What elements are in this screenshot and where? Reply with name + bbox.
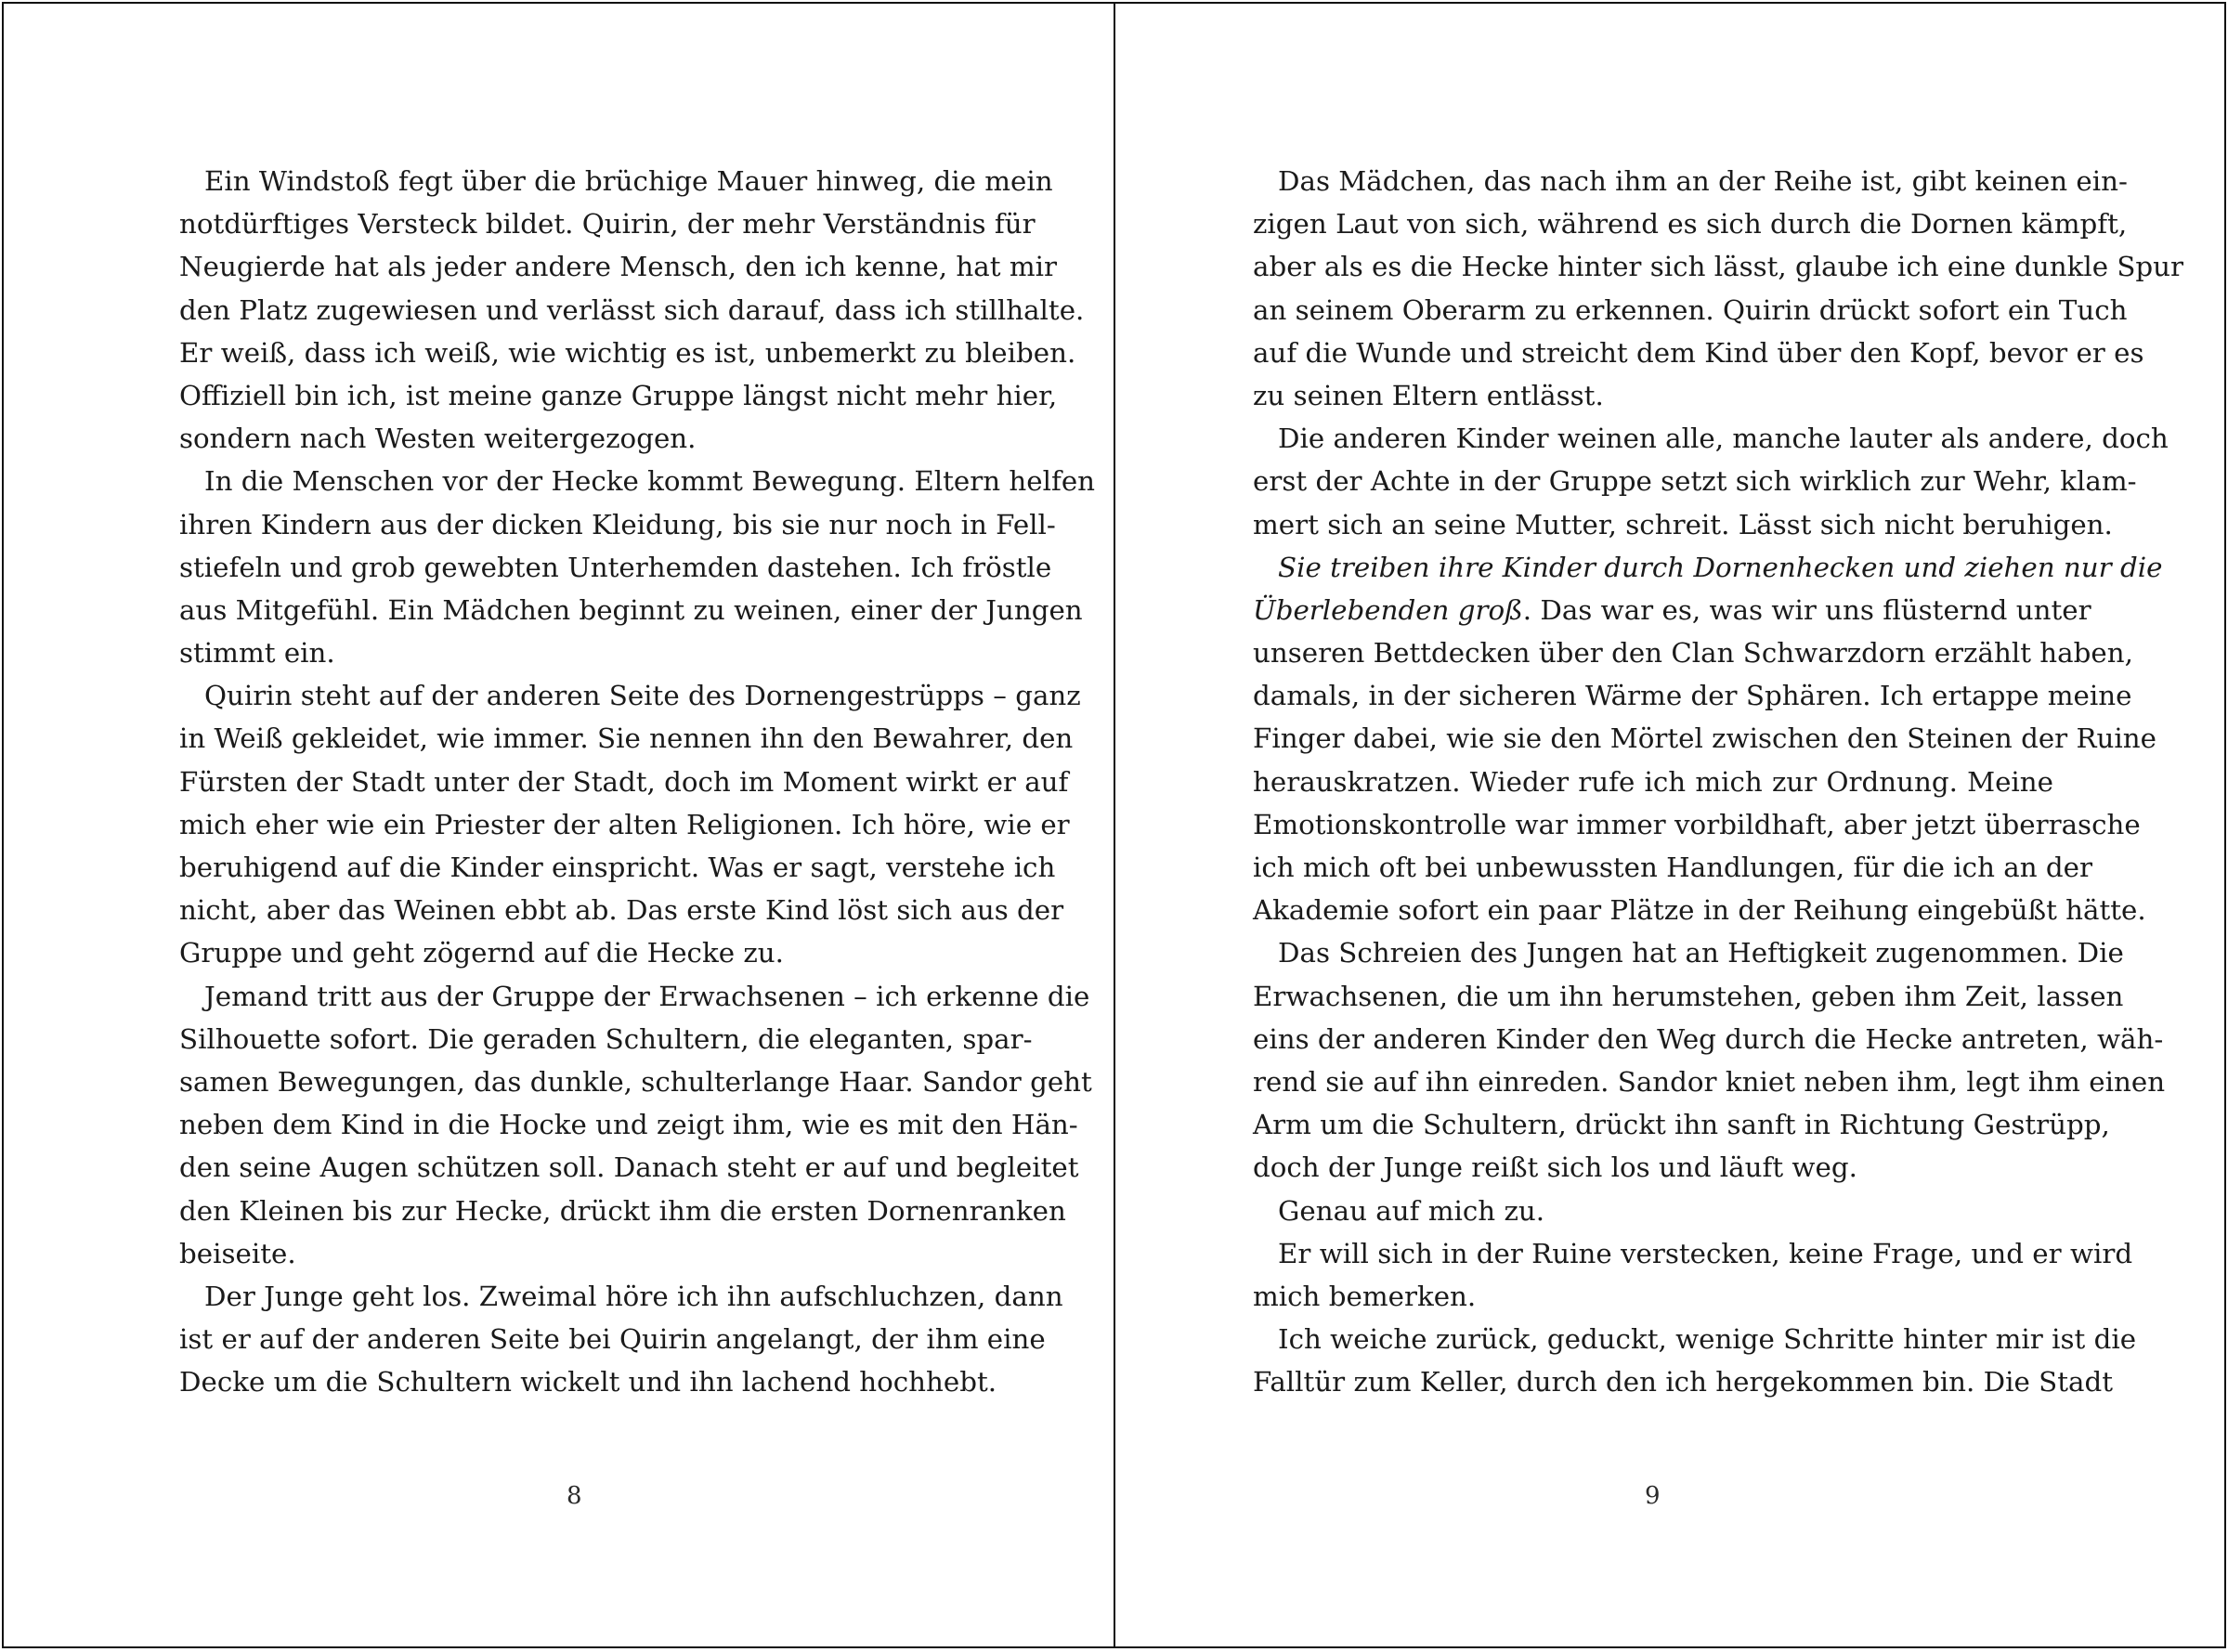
text-line: den seine Augen schützen soll. Danach steht er auf und begleitet [179, 1151, 1079, 1184]
italic-text-line: Sie treiben ihre Kinder durch Dornenhecken und ziehen nur die [1278, 551, 2163, 583]
text-line: Quirin steht auf der anderen Seite des Dornengestrüpps – ganz [204, 680, 1081, 712]
right-page-text [1253, 160, 2184, 1403]
text-line: Jemand tritt aus der Gruppe der Erwachsenen – ich erkenne die [204, 980, 1090, 1012]
page-number: 8 [567, 1482, 582, 1510]
text-line: zigen Laut von sich, während es sich durch die Dornen kämpft, [1253, 208, 2128, 241]
text-line: notdürftiges Versteck bildet. Quirin, der mehr Verständnis für [179, 208, 1036, 241]
text-line: den Platz zugewiesen und verlässt sich darauf, dass ich stillhalte. [179, 293, 1085, 326]
text-line: zu seinen Eltern entlässt. [1253, 379, 1604, 411]
paragraph [1253, 546, 2163, 932]
text-line: Arm um die Schultern, drückt ihn sanft in Richtung Gestrüpp, [1253, 1109, 2110, 1141]
text-line: nicht, aber das Weinen ebbt ab. Das erste Kind löst sich aus der [179, 894, 1064, 927]
paragraph [1253, 1318, 2137, 1403]
text-line: Ich weiche zurück, geduckt, wenige Schritte hinter mir ist die [1278, 1323, 2137, 1356]
text-line: sondern nach Westen weitergezogen. [179, 423, 697, 455]
text-span: . Das war es, was wir uns flüsternd unter [1522, 593, 2091, 626]
text-line: eins der anderen Kinder den Weg durch die Hecke antreten, wäh- [1253, 1022, 2164, 1055]
text-line [1253, 589, 2091, 631]
text-line: Gruppe und geht zögernd auf die Hecke zu. [179, 937, 784, 969]
text-line: rend sie auf ihn einreden. Sandor kniet neben ihm, legt ihm einen [1253, 1065, 2166, 1098]
text-line: Er weiß, dass ich weiß, wie wichtig es ist, unbemerkt zu bleiben. [179, 336, 1076, 369]
paragraph [179, 674, 1081, 974]
right-page [1114, 2, 2226, 1648]
text-line: Akademie sofort ein paar Plätze in der Reihung eingebüßt hätte. [1253, 894, 2146, 927]
text-line: Genau auf mich zu. [1278, 1194, 1545, 1227]
text-line: doch der Junge reißt sich los und läuft weg. [1253, 1151, 1857, 1184]
text-line: Decke um die Schultern wickelt und ihn lachend hochhebt. [179, 1366, 997, 1398]
text-line: aber als es die Hecke hinter sich lässt, glaube ich eine dunkle Spur [1253, 251, 2184, 283]
text-line: auf die Wunde und streicht dem Kind über den Kopf, bevor er es [1253, 336, 2144, 369]
paragraph [1253, 931, 2166, 1189]
text-line: aus Mitgefühl. Ein Mädchen beginnt zu weinen, einer der Jungen [179, 593, 1083, 626]
text-line: Das Schreien des Jungen hat an Heftigkeit zugenommen. Die [1278, 937, 2124, 969]
text-line: Falltür zum Keller, durch den ich hergekommen bin. Die Stadt [1253, 1366, 2114, 1398]
paragraph [179, 975, 1092, 1275]
italic-text: Überlebenden groß [1253, 593, 1523, 626]
text-line: Silhouette sofort. Die geraden Schultern, die eleganten, spar- [179, 1022, 1033, 1055]
text-line: ist er auf der anderen Seite bei Quirin angelangt, der ihm eine [179, 1323, 1046, 1356]
text-line: Finger dabei, wie sie den Mörtel zwischen den Steinen der Ruine [1253, 722, 2156, 755]
paragraph [1253, 1190, 2053, 1232]
text-line: Emotionskontrolle war immer vorbildhaft, aber jetzt überrasche [1253, 808, 2141, 840]
text-line: herauskratzen. Wieder rufe ich mich zur Ordnung. Meine [1253, 765, 2053, 798]
text-line: mich eher wie ein Priester der alten Religionen. Ich höre, wie er [179, 808, 1070, 840]
text-line: beruhigend auf die Kinder einspricht. Was er sagt, verstehe ich [179, 852, 1056, 883]
text-line: Er will sich in der Ruine verstecken, keine Frage, und er wird [1278, 1237, 2133, 1269]
page-number: 9 [1645, 1482, 1661, 1510]
text-line: Offiziell bin ich, ist meine ganze Gruppe längst nicht mehr hier, [179, 379, 1058, 411]
left-page-text [179, 160, 1096, 1403]
text-line: ihren Kindern aus der dicken Kleidung, bis sie nur noch in Fell- [179, 508, 1056, 540]
paragraph [1253, 417, 2169, 546]
text-line: mert sich an seine Mutter, schreit. Lässt sich nicht beruhigen. [1253, 508, 2113, 540]
text-line: mich bemerken. [1253, 1280, 1477, 1312]
text-line: Ein Windstoß fegt über die brüchige Mauer hinweg, die mein [204, 165, 1053, 197]
text-line: samen Bewegungen, das dunkle, schulterlange Haar. Sandor geht [179, 1065, 1092, 1098]
text-line: damals, in der sicheren Wärme der Sphären. Ich ertappe meine [1253, 680, 2132, 712]
text-line: Erwachsenen, die um ihn herumstehen, geben ihm Zeit, lassen [1253, 980, 2124, 1012]
text-line: Die anderen Kinder weinen alle, manche lauter als andere, doch [1278, 423, 2169, 455]
text-line: Fürsten der Stadt unter der Stadt, doch im Moment wirkt er auf [179, 765, 1069, 798]
text-line: unseren Bettdecken über den Clan Schwarzdorn erzählt haben, [1253, 637, 2133, 670]
text-line: stimmt ein. [179, 637, 335, 670]
left-page [2, 2, 1115, 1648]
text-line: in Weiß gekleidet, wie immer. Sie nennen ihn den Bewahrer, den [179, 722, 1074, 755]
text-line: Der Junge geht los. Zweimal höre ich ihn aufschluchzen, dann [204, 1280, 1063, 1312]
text-line: beiseite. [179, 1237, 296, 1269]
text-line: an seinem Oberarm zu erkennen. Quirin drückt sofort ein Tuch [1253, 293, 2128, 326]
text-line: stiefeln und grob gewebten Unterhemden dastehen. Ich fröstle [179, 551, 1052, 583]
text-line: erst der Achte in der Gruppe setzt sich wirklich zur Wehr, klam- [1253, 465, 2137, 498]
paragraph [179, 1275, 1063, 1404]
paragraph [179, 460, 1096, 674]
text-line: neben dem Kind in die Hocke und zeigt ihm, wie es mit den Hän- [179, 1109, 1078, 1141]
text-line: den Kleinen bis zur Hecke, drückt ihm die ersten Dornenranken [179, 1194, 1066, 1227]
paragraph [1253, 160, 2184, 417]
text-line: Neugierde hat als jeder andere Mensch, den ich kenne, hat mir [179, 251, 1057, 283]
paragraph [179, 160, 1085, 460]
paragraph [1253, 1232, 2133, 1318]
text-line: ich mich oft bei unbewussten Handlungen, für die ich an der [1253, 852, 2093, 883]
text-line: Das Mädchen, das nach ihm an der Reihe ist, gibt keinen ein- [1278, 165, 2128, 197]
text-line: In die Menschen vor der Hecke kommt Bewegung. Eltern helfen [204, 465, 1096, 498]
